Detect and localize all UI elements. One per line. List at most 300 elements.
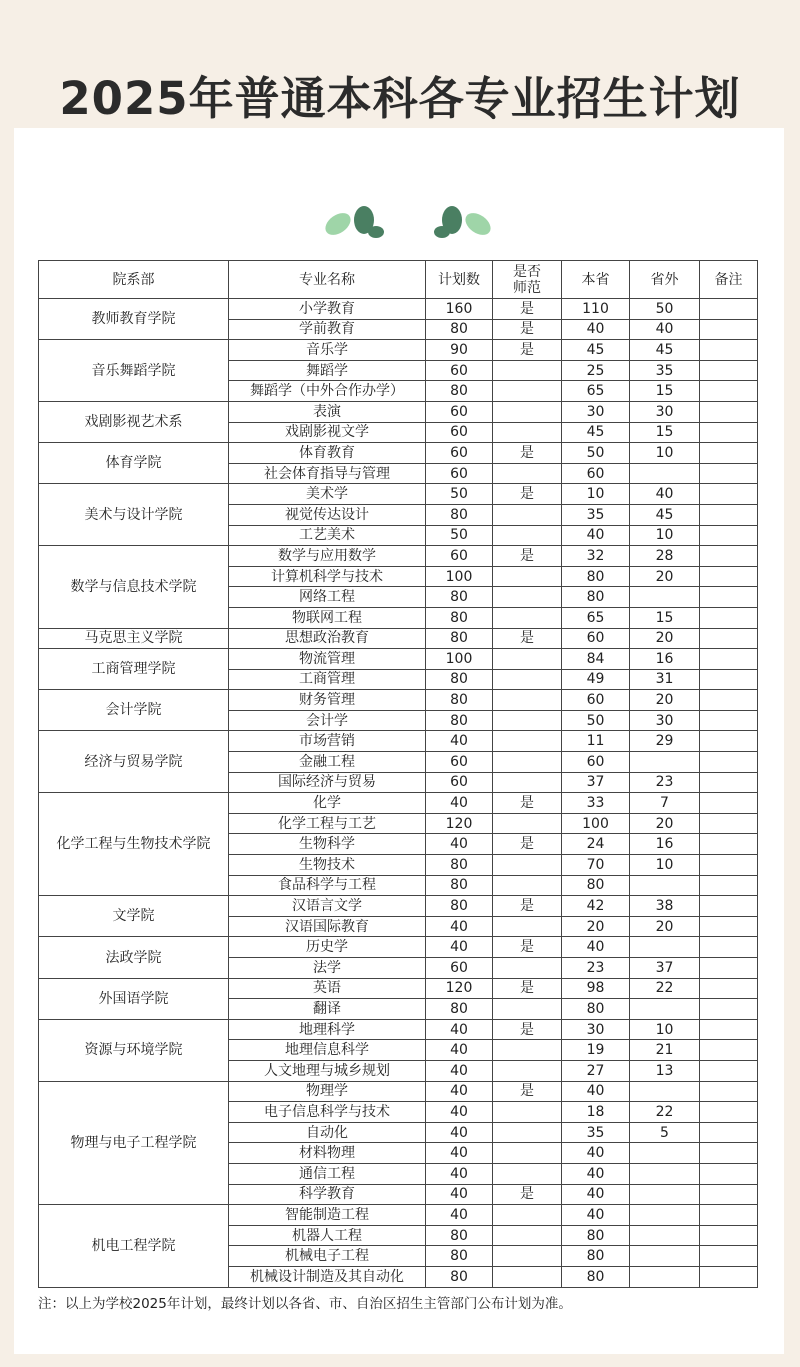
plan-cell: 60 xyxy=(426,752,493,773)
table-row xyxy=(39,793,758,814)
plan-cell: 80 xyxy=(426,319,493,340)
plan-cell: 60 xyxy=(426,422,493,443)
remark-cell xyxy=(700,504,758,525)
plan-cell: 100 xyxy=(426,566,493,587)
normal-cell xyxy=(493,649,562,670)
major-cell: 材料物理 xyxy=(229,1143,426,1164)
outside-cell: 10 xyxy=(630,443,700,464)
outside-cell: 38 xyxy=(630,896,700,917)
normal-cell: 是 xyxy=(493,1184,562,1205)
outside-cell: 22 xyxy=(630,1102,700,1123)
local-cell: 35 xyxy=(562,1122,630,1143)
remark-cell xyxy=(700,484,758,505)
major-cell: 财务管理 xyxy=(229,690,426,711)
normal-cell xyxy=(493,1122,562,1143)
remark-cell xyxy=(700,443,758,464)
remark-cell xyxy=(700,566,758,587)
table-row xyxy=(39,1019,758,1040)
plan-cell: 80 xyxy=(426,587,493,608)
normal-cell: 是 xyxy=(493,628,562,649)
local-cell: 80 xyxy=(562,1246,630,1267)
major-cell: 历史学 xyxy=(229,937,426,958)
table-row xyxy=(39,401,758,422)
plan-cell: 80 xyxy=(426,855,493,876)
local-cell: 40 xyxy=(562,1205,630,1226)
outside-cell: 29 xyxy=(630,731,700,752)
outside-cell xyxy=(630,463,700,484)
outside-cell xyxy=(630,1143,700,1164)
normal-cell: 是 xyxy=(493,793,562,814)
remark-cell xyxy=(700,546,758,567)
normal-cell xyxy=(493,752,562,773)
outside-cell xyxy=(630,1184,700,1205)
major-cell: 网络工程 xyxy=(229,587,426,608)
local-cell: 49 xyxy=(562,669,630,690)
outside-cell: 50 xyxy=(630,299,700,320)
major-cell: 市场营销 xyxy=(229,731,426,752)
outside-cell: 40 xyxy=(630,319,700,340)
normal-cell xyxy=(493,1205,562,1226)
major-cell: 金融工程 xyxy=(229,752,426,773)
local-cell: 45 xyxy=(562,422,630,443)
plan-cell: 120 xyxy=(426,813,493,834)
outside-cell: 37 xyxy=(630,958,700,979)
normal-cell xyxy=(493,958,562,979)
outside-cell: 40 xyxy=(630,484,700,505)
plan-cell: 60 xyxy=(426,401,493,422)
plan-cell: 80 xyxy=(426,875,493,896)
header-normal xyxy=(493,261,562,299)
plan-cell: 80 xyxy=(426,669,493,690)
local-cell: 60 xyxy=(562,690,630,711)
major-cell: 智能制造工程 xyxy=(229,1205,426,1226)
remark-cell xyxy=(700,896,758,917)
remark-cell xyxy=(700,978,758,999)
normal-cell xyxy=(493,587,562,608)
normal-cell xyxy=(493,381,562,402)
plan-cell: 80 xyxy=(426,1266,493,1287)
normal-cell xyxy=(493,999,562,1020)
table-row xyxy=(39,690,758,711)
local-cell: 80 xyxy=(562,875,630,896)
plan-cell: 90 xyxy=(426,340,493,361)
dept-cell: 化学工程与生物技术学院 xyxy=(39,793,229,896)
plan-cell: 80 xyxy=(426,896,493,917)
local-cell: 60 xyxy=(562,752,630,773)
normal-cell xyxy=(493,1102,562,1123)
major-cell: 法学 xyxy=(229,958,426,979)
remark-cell xyxy=(700,669,758,690)
remark-cell xyxy=(700,690,758,711)
outside-cell: 21 xyxy=(630,1040,700,1061)
plan-cell: 60 xyxy=(426,443,493,464)
remark-cell xyxy=(700,1040,758,1061)
table-row xyxy=(39,937,758,958)
outside-cell xyxy=(630,1163,700,1184)
local-cell: 40 xyxy=(562,1081,630,1102)
remark-cell xyxy=(700,855,758,876)
table-row xyxy=(39,299,758,320)
major-cell: 机械设计制造及其自动化 xyxy=(229,1266,426,1287)
outside-cell: 15 xyxy=(630,607,700,628)
plan-cell: 40 xyxy=(426,793,493,814)
outside-cell xyxy=(630,1225,700,1246)
dept-cell: 外国语学院 xyxy=(39,978,229,1019)
table-row xyxy=(39,1081,758,1102)
remark-cell xyxy=(700,1184,758,1205)
table-row xyxy=(39,484,758,505)
outside-cell: 31 xyxy=(630,669,700,690)
normal-cell: 是 xyxy=(493,443,562,464)
header-outside: 省外 xyxy=(630,261,700,299)
major-cell: 社会体育指导与管理 xyxy=(229,463,426,484)
normal-cell xyxy=(493,1143,562,1164)
normal-cell: 是 xyxy=(493,340,562,361)
local-cell: 23 xyxy=(562,958,630,979)
header-major: 专业名称 xyxy=(229,261,426,299)
outside-cell: 10 xyxy=(630,1019,700,1040)
major-cell: 国际经济与贸易 xyxy=(229,772,426,793)
local-cell: 80 xyxy=(562,1266,630,1287)
local-cell: 40 xyxy=(562,1143,630,1164)
outside-cell: 15 xyxy=(630,422,700,443)
normal-cell: 是 xyxy=(493,546,562,567)
outside-cell: 16 xyxy=(630,834,700,855)
outside-cell xyxy=(630,1205,700,1226)
plan-cell: 40 xyxy=(426,1184,493,1205)
local-cell: 33 xyxy=(562,793,630,814)
table-row xyxy=(39,978,758,999)
remark-cell xyxy=(700,958,758,979)
normal-cell xyxy=(493,916,562,937)
plan-cell: 40 xyxy=(426,1081,493,1102)
outside-cell: 20 xyxy=(630,628,700,649)
outside-cell xyxy=(630,999,700,1020)
header-remark: 备注 xyxy=(700,261,758,299)
plan-cell: 40 xyxy=(426,834,493,855)
outside-cell: 10 xyxy=(630,525,700,546)
major-cell: 舞蹈学 xyxy=(229,360,426,381)
local-cell: 80 xyxy=(562,999,630,1020)
local-cell: 18 xyxy=(562,1102,630,1123)
major-cell: 生物技术 xyxy=(229,855,426,876)
outside-cell xyxy=(630,875,700,896)
normal-cell: 是 xyxy=(493,484,562,505)
dept-cell: 戏剧影视艺术系 xyxy=(39,401,229,442)
remark-cell xyxy=(700,401,758,422)
remark-cell xyxy=(700,937,758,958)
enrollment-plan-table xyxy=(38,260,758,1288)
normal-cell: 是 xyxy=(493,319,562,340)
major-cell: 戏剧影视文学 xyxy=(229,422,426,443)
major-cell: 物流管理 xyxy=(229,649,426,670)
plan-cell: 60 xyxy=(426,463,493,484)
plan-cell: 40 xyxy=(426,1163,493,1184)
major-cell: 工商管理 xyxy=(229,669,426,690)
normal-cell xyxy=(493,422,562,443)
normal-cell: 是 xyxy=(493,1019,562,1040)
major-cell: 视觉传达设计 xyxy=(229,504,426,525)
local-cell: 80 xyxy=(562,566,630,587)
remark-cell xyxy=(700,628,758,649)
local-cell: 25 xyxy=(562,360,630,381)
dept-cell: 音乐舞蹈学院 xyxy=(39,340,229,402)
plan-cell: 100 xyxy=(426,649,493,670)
footnote: 注：以上为学校2025年计划，最终计划以各省、市、自治区招生主管部门公布计划为准。 xyxy=(38,1296,572,1312)
major-cell: 表演 xyxy=(229,401,426,422)
table-row xyxy=(39,731,758,752)
local-cell: 70 xyxy=(562,855,630,876)
local-cell: 60 xyxy=(562,628,630,649)
remark-cell xyxy=(700,340,758,361)
local-cell: 60 xyxy=(562,463,630,484)
normal-cell xyxy=(493,669,562,690)
local-cell: 100 xyxy=(562,813,630,834)
normal-cell xyxy=(493,772,562,793)
normal-cell xyxy=(493,504,562,525)
major-cell: 生物科学 xyxy=(229,834,426,855)
normal-cell xyxy=(493,1163,562,1184)
remark-cell xyxy=(700,1143,758,1164)
local-cell: 45 xyxy=(562,340,630,361)
local-cell: 11 xyxy=(562,731,630,752)
plan-cell: 80 xyxy=(426,710,493,731)
major-cell: 美术学 xyxy=(229,484,426,505)
table-row xyxy=(39,628,758,649)
normal-cell: 是 xyxy=(493,937,562,958)
normal-cell xyxy=(493,875,562,896)
outside-cell xyxy=(630,752,700,773)
table-row xyxy=(39,1205,758,1226)
remark-cell xyxy=(700,1225,758,1246)
major-cell: 学前教育 xyxy=(229,319,426,340)
remark-cell xyxy=(700,710,758,731)
outside-cell: 20 xyxy=(630,916,700,937)
local-cell: 84 xyxy=(562,649,630,670)
dept-cell: 资源与环境学院 xyxy=(39,1019,229,1081)
dept-cell: 教师教育学院 xyxy=(39,299,229,340)
major-cell: 机器人工程 xyxy=(229,1225,426,1246)
table-header-row xyxy=(39,261,758,299)
outside-cell: 5 xyxy=(630,1122,700,1143)
plan-cell: 80 xyxy=(426,381,493,402)
normal-cell xyxy=(493,813,562,834)
local-cell: 80 xyxy=(562,1225,630,1246)
normal-cell xyxy=(493,1266,562,1287)
major-cell: 体育教育 xyxy=(229,443,426,464)
major-cell: 思想政治教育 xyxy=(229,628,426,649)
local-cell: 42 xyxy=(562,896,630,917)
local-cell: 50 xyxy=(562,710,630,731)
outside-cell: 45 xyxy=(630,504,700,525)
local-cell: 10 xyxy=(562,484,630,505)
remark-cell xyxy=(700,1163,758,1184)
remark-cell xyxy=(700,1060,758,1081)
plan-cell: 80 xyxy=(426,999,493,1020)
normal-cell xyxy=(493,731,562,752)
major-cell: 机械电子工程 xyxy=(229,1246,426,1267)
major-cell: 食品科学与工程 xyxy=(229,875,426,896)
remark-cell xyxy=(700,649,758,670)
plan-cell: 60 xyxy=(426,546,493,567)
outside-cell: 20 xyxy=(630,690,700,711)
outside-cell xyxy=(630,1246,700,1267)
major-cell: 物理学 xyxy=(229,1081,426,1102)
plan-cell: 40 xyxy=(426,1143,493,1164)
major-cell: 会计学 xyxy=(229,710,426,731)
outside-cell xyxy=(630,937,700,958)
plan-cell: 80 xyxy=(426,504,493,525)
normal-cell: 是 xyxy=(493,896,562,917)
local-cell: 65 xyxy=(562,607,630,628)
plan-cell: 40 xyxy=(426,1122,493,1143)
dept-cell: 数学与信息技术学院 xyxy=(39,546,229,628)
plan-cell: 40 xyxy=(426,1205,493,1226)
plan-cell: 40 xyxy=(426,1019,493,1040)
major-cell: 舞蹈学（中外合作办学） xyxy=(229,381,426,402)
remark-cell xyxy=(700,834,758,855)
normal-cell xyxy=(493,855,562,876)
local-cell: 80 xyxy=(562,587,630,608)
major-cell: 计算机科学与技术 xyxy=(229,566,426,587)
normal-cell: 是 xyxy=(493,1081,562,1102)
major-cell: 汉语国际教育 xyxy=(229,916,426,937)
outside-cell: 23 xyxy=(630,772,700,793)
remark-cell xyxy=(700,793,758,814)
local-cell: 30 xyxy=(562,1019,630,1040)
plan-cell: 40 xyxy=(426,1102,493,1123)
remark-cell xyxy=(700,463,758,484)
major-cell: 工艺美术 xyxy=(229,525,426,546)
local-cell: 32 xyxy=(562,546,630,567)
plan-cell: 40 xyxy=(426,916,493,937)
plan-cell: 40 xyxy=(426,731,493,752)
normal-cell xyxy=(493,1060,562,1081)
outside-cell xyxy=(630,587,700,608)
local-cell: 27 xyxy=(562,1060,630,1081)
major-cell: 汉语言文学 xyxy=(229,896,426,917)
major-cell: 小学教育 xyxy=(229,299,426,320)
outside-cell: 13 xyxy=(630,1060,700,1081)
major-cell: 音乐学 xyxy=(229,340,426,361)
remark-cell xyxy=(700,999,758,1020)
normal-cell xyxy=(493,1246,562,1267)
plan-cell: 80 xyxy=(426,628,493,649)
remark-cell xyxy=(700,875,758,896)
header-local: 本省 xyxy=(562,261,630,299)
normal-cell: 是 xyxy=(493,299,562,320)
normal-cell xyxy=(493,607,562,628)
outside-cell: 35 xyxy=(630,360,700,381)
table-row xyxy=(39,340,758,361)
header-normal-text: 是否师范 xyxy=(512,263,541,296)
remark-cell xyxy=(700,607,758,628)
table-body xyxy=(39,299,758,1288)
major-cell: 数学与应用数学 xyxy=(229,546,426,567)
local-cell: 40 xyxy=(562,1184,630,1205)
local-cell: 19 xyxy=(562,1040,630,1061)
local-cell: 40 xyxy=(562,525,630,546)
remark-cell xyxy=(700,772,758,793)
plan-cell: 40 xyxy=(426,1060,493,1081)
dept-cell: 机电工程学院 xyxy=(39,1205,229,1287)
table-row xyxy=(39,443,758,464)
outside-cell: 28 xyxy=(630,546,700,567)
dept-cell: 文学院 xyxy=(39,896,229,937)
major-cell: 英语 xyxy=(229,978,426,999)
dept-cell: 马克思主义学院 xyxy=(39,628,229,649)
outside-cell: 30 xyxy=(630,401,700,422)
header-dept: 院系部 xyxy=(39,261,229,299)
outside-cell xyxy=(630,1266,700,1287)
normal-cell xyxy=(493,710,562,731)
dept-cell: 美术与设计学院 xyxy=(39,484,229,546)
plan-cell: 60 xyxy=(426,360,493,381)
outside-cell: 16 xyxy=(630,649,700,670)
local-cell: 40 xyxy=(562,1163,630,1184)
local-cell: 24 xyxy=(562,834,630,855)
page-title: 2025年普通本科各专业招生计划 xyxy=(59,72,741,125)
outside-cell: 20 xyxy=(630,566,700,587)
plan-cell: 80 xyxy=(426,690,493,711)
normal-cell: 是 xyxy=(493,834,562,855)
outside-cell: 30 xyxy=(630,710,700,731)
normal-cell xyxy=(493,401,562,422)
dept-cell: 物理与电子工程学院 xyxy=(39,1081,229,1205)
remark-cell xyxy=(700,422,758,443)
normal-cell xyxy=(493,566,562,587)
normal-cell xyxy=(493,525,562,546)
remark-cell xyxy=(700,752,758,773)
remark-cell xyxy=(700,1102,758,1123)
normal-cell xyxy=(493,690,562,711)
local-cell: 35 xyxy=(562,504,630,525)
remark-cell xyxy=(700,1122,758,1143)
local-cell: 40 xyxy=(562,937,630,958)
major-cell: 地理信息科学 xyxy=(229,1040,426,1061)
plan-cell: 120 xyxy=(426,978,493,999)
table-row xyxy=(39,546,758,567)
normal-cell xyxy=(493,360,562,381)
dept-cell: 经济与贸易学院 xyxy=(39,731,229,793)
remark-cell xyxy=(700,299,758,320)
remark-cell xyxy=(700,731,758,752)
outside-cell: 15 xyxy=(630,381,700,402)
major-cell: 通信工程 xyxy=(229,1163,426,1184)
local-cell: 50 xyxy=(562,443,630,464)
remark-cell xyxy=(700,319,758,340)
remark-cell xyxy=(700,1205,758,1226)
local-cell: 98 xyxy=(562,978,630,999)
remark-cell xyxy=(700,381,758,402)
plan-cell: 80 xyxy=(426,607,493,628)
table-row xyxy=(39,896,758,917)
plan-cell: 60 xyxy=(426,772,493,793)
local-cell: 65 xyxy=(562,381,630,402)
major-cell: 化学工程与工艺 xyxy=(229,813,426,834)
major-cell: 电子信息科学与技术 xyxy=(229,1102,426,1123)
outside-cell: 22 xyxy=(630,978,700,999)
normal-cell xyxy=(493,463,562,484)
local-cell: 30 xyxy=(562,401,630,422)
remark-cell xyxy=(700,525,758,546)
remark-cell xyxy=(700,1019,758,1040)
plan-cell: 60 xyxy=(426,958,493,979)
dept-cell: 体育学院 xyxy=(39,443,229,484)
table-row xyxy=(39,649,758,670)
remark-cell xyxy=(700,916,758,937)
outside-cell: 7 xyxy=(630,793,700,814)
